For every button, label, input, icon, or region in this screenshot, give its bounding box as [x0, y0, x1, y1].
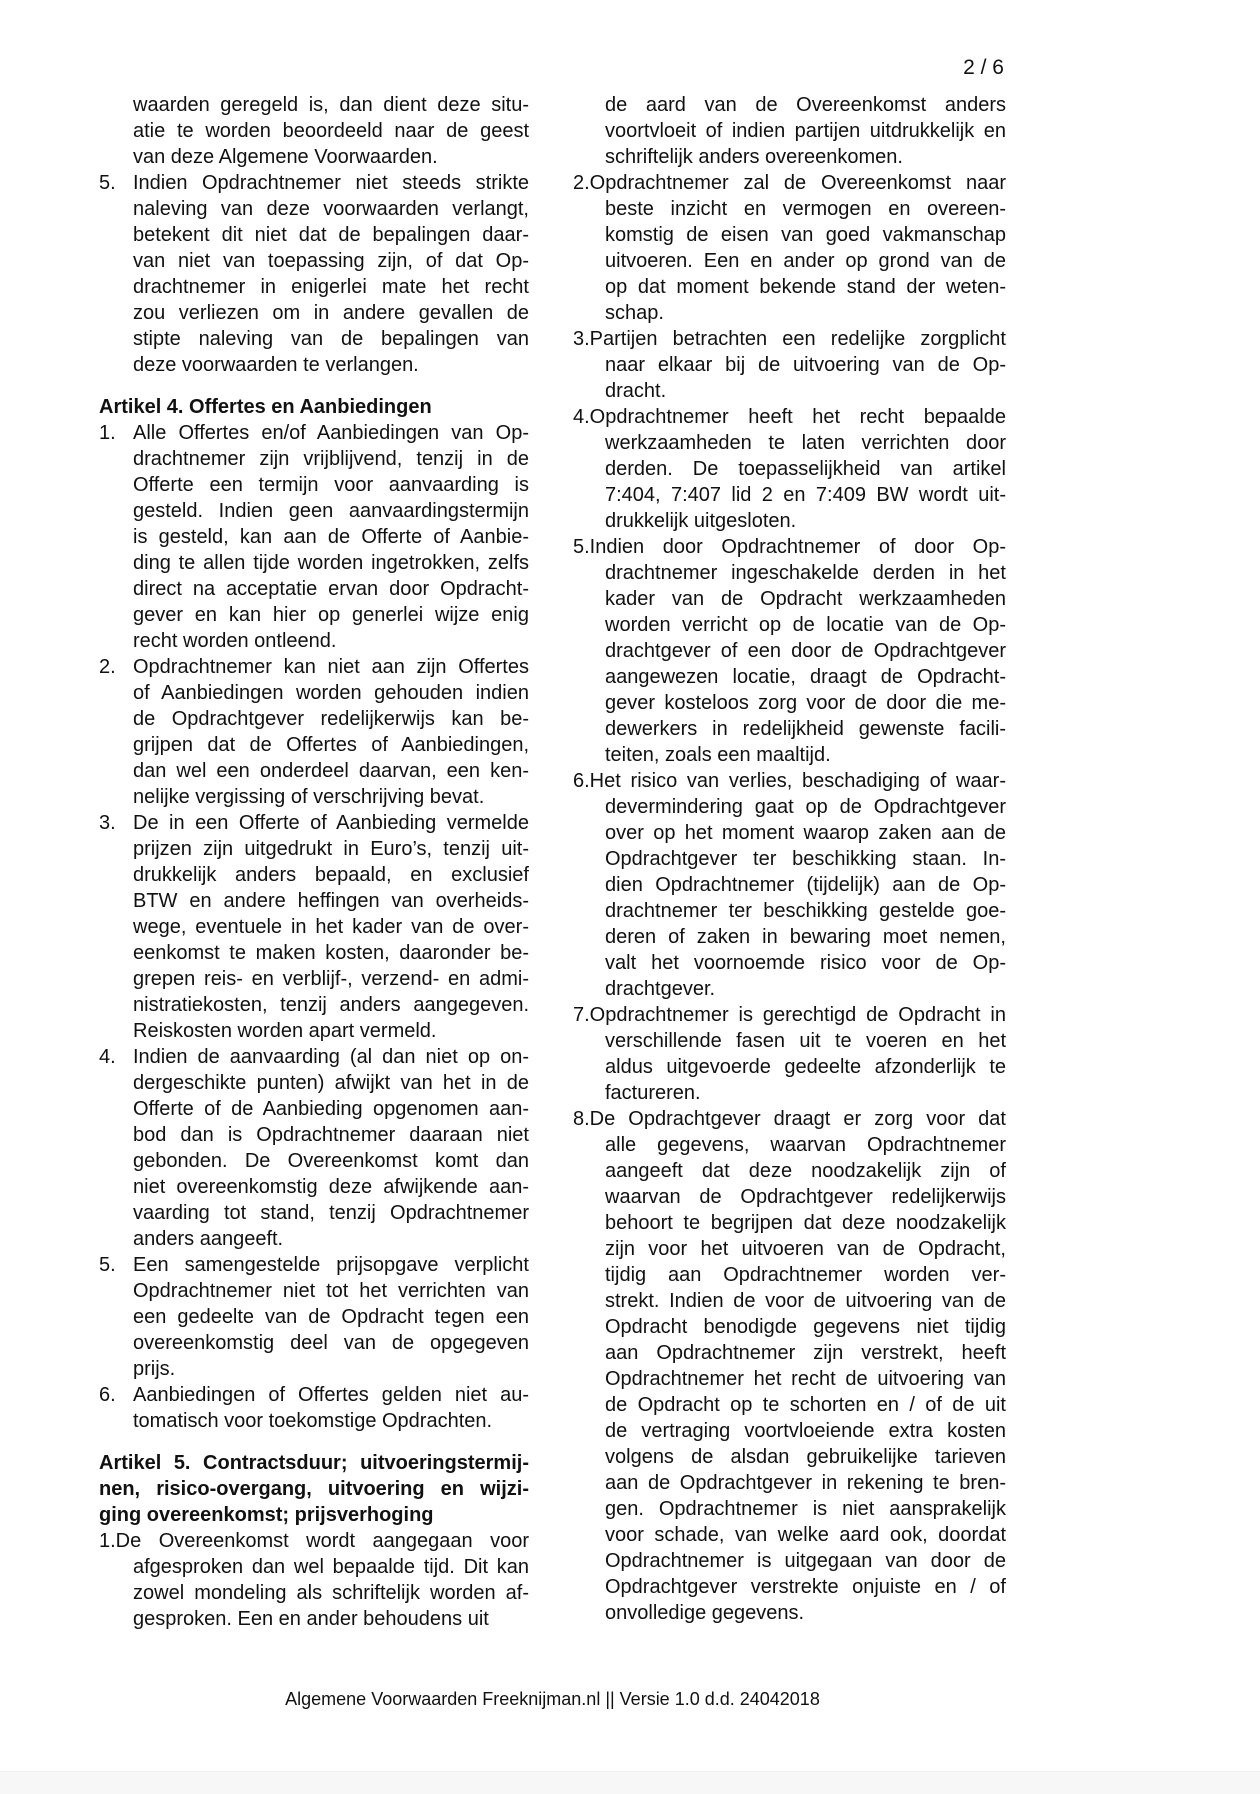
text-line: atie te worden beoordeeld naar de geest	[133, 120, 529, 142]
list-number: 2.	[99, 656, 116, 678]
text-line: zowel mondeling als schriftelijk worden af-	[133, 1582, 529, 1604]
text-line: Opdrachtgever ter beschikking staan. In-	[605, 848, 1006, 870]
list-number: 5.	[99, 172, 116, 194]
list-item	[573, 1002, 1006, 1106]
text-line: voor schade, van welke aard ook, doordat	[605, 1524, 1006, 1546]
text-line: de Opdrachtgever redelijkerwijs kan be-	[133, 708, 529, 730]
text-line: anders aangeeft.	[133, 1228, 284, 1250]
text-line: Een samengestelde prijsopgave verplicht	[133, 1254, 529, 1276]
text-line: tijdig aan Opdrachtnemer worden ver-	[605, 1264, 1006, 1286]
text-line: niet overeenkomstig deze afwijkende aan-	[133, 1176, 529, 1198]
list-number: 5.	[99, 1254, 116, 1276]
text-line: Aanbiedingen of Offertes gelden niet au-	[133, 1384, 529, 1406]
text-line: over op het moment waarop zaken aan de	[605, 822, 1006, 844]
text-line: 3.Partijen betrachten een redelijke zorgplicht	[573, 328, 1006, 350]
text-line: Indien de aanvaarding (al dan niet op on-	[133, 1046, 529, 1068]
text-line: nelijke vergissing of verschrijving bevat.	[133, 786, 485, 808]
list-item	[99, 1252, 529, 1382]
text-line: werkzaamheden te laten verrichten door	[605, 432, 1006, 454]
text-line: verschillende fasen uit te voeren en het	[605, 1030, 1006, 1052]
text-line: onvolledige gegevens.	[605, 1602, 805, 1624]
text-line: nen, risico-overgang, uitvoering en wijzi-	[99, 1478, 529, 1500]
text-line: stipte naleving van de bepalingen van	[133, 328, 529, 350]
list-item	[99, 170, 529, 378]
text-line: ding te allen tijde worden ingetrokken, zelfs	[133, 552, 529, 574]
text-line: schap.	[605, 302, 664, 324]
text-line: van deze Algemene Voorwaarden.	[133, 146, 438, 168]
article-heading	[99, 1450, 529, 1528]
text-line: Artikel 4. Offertes en Aanbiedingen	[99, 396, 432, 418]
text-line: Opdracht benodigde gegevens niet tijdig	[605, 1316, 1006, 1338]
text-line: volgens de alsdan gebruikelijke tarieven	[605, 1446, 1006, 1468]
text-line: een gedeelte van de Opdracht tegen een	[133, 1306, 529, 1328]
text-line: strekt. Indien de voor de uitvoering van de	[605, 1290, 1006, 1312]
text-line: de aard van de Overeenkomst anders	[605, 94, 1006, 116]
text-line: 7.Opdrachtnemer is gerechtigd de Opdracht in	[573, 1004, 1006, 1026]
text-line: overeenkomstig deel van de opgegeven	[133, 1332, 529, 1354]
text-line: de Opdracht op te schorten en / of de uit	[605, 1394, 1006, 1416]
text-line: 1.De Overeenkomst wordt aangegaan voor	[99, 1530, 529, 1552]
text-line: Indien Opdrachtnemer niet steeds strikte	[133, 172, 529, 194]
list-item	[99, 1382, 529, 1434]
list-item	[573, 170, 1006, 326]
text-line: recht worden ontleend.	[133, 630, 337, 652]
text-line: drachtnemer ter beschikking gestelde goe-	[605, 900, 1006, 922]
text-line: drachtnemer in enigerlei mate het recht	[133, 276, 529, 298]
list-item	[573, 768, 1006, 1002]
text-line: Opdrachtnemer is uitgegaan van door de	[605, 1550, 1006, 1572]
list-item	[99, 1044, 529, 1252]
text-line: dan wel een onderdeel daarvan, een ken-	[133, 760, 529, 782]
text-line: gever en kan hier op generlei wijze enig	[133, 604, 529, 626]
text-line: 8.De Opdrachtgever draagt er zorg voor dat	[573, 1108, 1006, 1130]
text-line: op dat moment bekende stand der weten-	[605, 276, 1006, 298]
text-line: aan de Opdrachtgever in rekening te bren-	[605, 1472, 1006, 1494]
text-line: De in een Offerte of Aanbieding vermelde	[133, 812, 529, 834]
text-line: devermindering gaat op de Opdrachtgever	[605, 796, 1006, 818]
text-line: worden verricht op de locatie van de Op-	[605, 614, 1006, 636]
text-line: Offerte een termijn voor aanvaarding is	[133, 474, 529, 496]
text-line: deze voorwaarden te verlangen.	[133, 354, 419, 376]
text-line: drachtnemer ingeschakelde derden in het	[605, 562, 1006, 584]
scan-edge	[0, 1771, 1260, 1794]
text-line: drukkelijk anders bepaald, en exclusief	[133, 864, 529, 886]
text-line: nistratiekosten, tenzij anders aangegeven.	[133, 994, 529, 1016]
article-heading	[99, 394, 529, 420]
text-line: ging overeenkomst; prijsverhoging	[99, 1504, 434, 1526]
list-number: 1.	[99, 422, 116, 444]
text-line: 2.Opdrachtnemer zal de Overeenkomst naar	[573, 172, 1006, 194]
text-line: betekent dit niet dat de bepalingen daar-	[133, 224, 529, 246]
list-item	[99, 654, 529, 810]
text-line: eenkomst te maken kosten, daaronder be-	[133, 942, 529, 964]
text-line: direct na acceptatie ervan door Opdracht-	[133, 578, 529, 600]
text-line: drachtgever of een door de Opdrachtgever	[605, 640, 1006, 662]
text-line: prijs.	[133, 1358, 176, 1380]
text-line: teiten, zoals een maaltijd.	[605, 744, 831, 766]
text-line: Opdrachtgever verstrekte onjuiste en / of	[605, 1576, 1006, 1598]
text-line: waarvan de Opdrachtgever redelijkerwijs	[605, 1186, 1006, 1208]
text-line: Alle Offertes en/of Aanbiedingen van Op-	[133, 422, 529, 444]
text-line: 4.Opdrachtnemer heeft het recht bepaalde	[573, 406, 1006, 428]
list-item	[99, 1528, 529, 1632]
text-line: grijpen dat de Offertes of Aanbiedingen,	[133, 734, 529, 756]
left-text-column	[99, 92, 529, 1632]
list-item	[573, 326, 1006, 404]
text-line: drachtgever.	[605, 978, 716, 1000]
text-line: naar elkaar bij de uitvoering van de Op-	[605, 354, 1006, 376]
text-line: behoort te begrijpen dat deze noodzakelijk	[605, 1212, 1006, 1234]
text-line: drukkelijk uitgesloten.	[605, 510, 797, 532]
text-line: dewerkers in redelijkheid gewenste facili-	[605, 718, 1006, 740]
text-line: zijn voor het uitvoeren van de Opdracht,	[605, 1238, 1006, 1260]
text-line: aldus uitgevoerde gedeelte afzonderlijk te	[605, 1056, 1006, 1078]
text-line: valt het voornoemde risico voor de Op-	[605, 952, 1006, 974]
list-item	[573, 1106, 1006, 1626]
text-line: dergeschikte punten) afwijkt van het in de	[133, 1072, 529, 1094]
text-line: 7:404, 7:407 lid 2 en 7:409 BW wordt uit-	[605, 484, 1006, 506]
text-line: dracht.	[605, 380, 667, 402]
text-line: zou verliezen om in andere gevallen de	[133, 302, 529, 324]
text-line: komstig de eisen van goed vakmanschap	[605, 224, 1006, 246]
list-number: 6.	[99, 1384, 116, 1406]
text-line: gesproken. Een en ander behoudens uit	[133, 1608, 489, 1630]
text-line: Reiskosten worden apart vermeld.	[133, 1020, 437, 1042]
text-line: kader van de Opdracht werkzaamheden	[605, 588, 1006, 610]
text-line: uitvoeren. Een en ander op grond van de	[605, 250, 1006, 272]
text-line: factureren.	[605, 1082, 701, 1104]
right-text-column	[573, 92, 1006, 1626]
text-line: prijzen zijn uitgedrukt in Euro’s, tenzij uit-	[133, 838, 529, 860]
text-line: van niet van toepassing zijn, of dat Op-	[133, 250, 529, 272]
text-line: drachtnemer zijn vrijblijvend, tenzij in de	[133, 448, 529, 470]
paragraph	[573, 92, 1006, 170]
text-line: voortvloeit of indien partijen uitdrukkelijk en	[605, 120, 1006, 142]
text-line: Opdrachtnemer niet tot het verrichten van	[133, 1280, 529, 1302]
list-item	[99, 810, 529, 1044]
text-line: derden. De toepasselijkheid van artikel	[605, 458, 1006, 480]
text-line: Opdrachtnemer kan niet aan zijn Offertes	[133, 656, 529, 678]
text-line: aangeeft dat deze noodzakelijk zijn of	[605, 1160, 1006, 1182]
text-line: vaarding tot stand, tenzij Opdrachtnemer	[133, 1202, 529, 1224]
text-line: de vertraging voortvloeiende extra kosten	[605, 1420, 1006, 1442]
text-line: aangewezen locatie, draagt de Opdracht-	[605, 666, 1006, 688]
text-line: bod dan is Opdrachtnemer daaraan niet	[133, 1124, 529, 1146]
text-line: alle gegevens, waarvan Opdrachtnemer	[605, 1134, 1006, 1156]
paragraph	[99, 92, 529, 170]
text-line: waarden geregeld is, dan dient deze situ-	[133, 94, 529, 116]
text-line: afgesproken dan wel bepaalde tijd. Dit kan	[133, 1556, 529, 1578]
text-line: aan Opdrachtnemer zijn verstrekt, heeft	[605, 1342, 1006, 1364]
text-line: dien Opdrachtnemer (tijdelijk) aan de Op-	[605, 874, 1006, 896]
text-line: gesteld. Indien geen aanvaardingstermijn	[133, 500, 529, 522]
text-line: Opdrachtnemer het recht de uitvoering van	[605, 1368, 1006, 1390]
page-footer: Algemene Voorwaarden Freeknijman.nl || Versie 1.0 d.d. 24042018	[285, 1689, 820, 1709]
text-line: 6.Het risico van verlies, beschadiging of waar-	[573, 770, 1006, 792]
text-line: grepen reis- en verblijf-, verzend- en admi-	[133, 968, 529, 990]
text-line: wege, eventuele in het kader van de over-	[133, 916, 529, 938]
text-line: tomatisch voor toekomstige Opdrachten.	[133, 1410, 493, 1432]
text-line: Offerte of de Aanbieding opgenomen aan-	[133, 1098, 529, 1120]
list-number: 4.	[99, 1046, 116, 1068]
text-line: schriftelijk anders overeenkomen.	[605, 146, 903, 168]
text-line: 5.Indien door Opdrachtnemer of door Op-	[573, 536, 1006, 558]
list-number: 3.	[99, 812, 116, 834]
list-item	[99, 420, 529, 654]
text-line: beste inzicht en vermogen en overeen-	[605, 198, 1006, 220]
page-number: 2 / 6	[963, 56, 1004, 79]
text-line: Artikel 5. Contractsduur; uitvoeringstermij-	[99, 1452, 529, 1474]
text-line: of Aanbiedingen worden gehouden indien	[133, 682, 529, 704]
list-item	[573, 534, 1006, 768]
text-line: naleving van deze voorwaarden verlangt,	[133, 198, 529, 220]
text-line: deren of zaken in bewaring moet nemen,	[605, 926, 1006, 948]
text-line: gever kosteloos zorg voor de door die me-	[605, 692, 1006, 714]
text-line: BTW en andere heffingen van overheids-	[133, 890, 529, 912]
text-line: is gesteld, kan aan de Offerte of Aanbie-	[133, 526, 529, 548]
text-line: gen. Opdrachtnemer is niet aansprakelijk	[605, 1498, 1006, 1520]
text-line: gebonden. De Overeenkomst komt dan	[133, 1150, 529, 1172]
list-item	[573, 404, 1006, 534]
